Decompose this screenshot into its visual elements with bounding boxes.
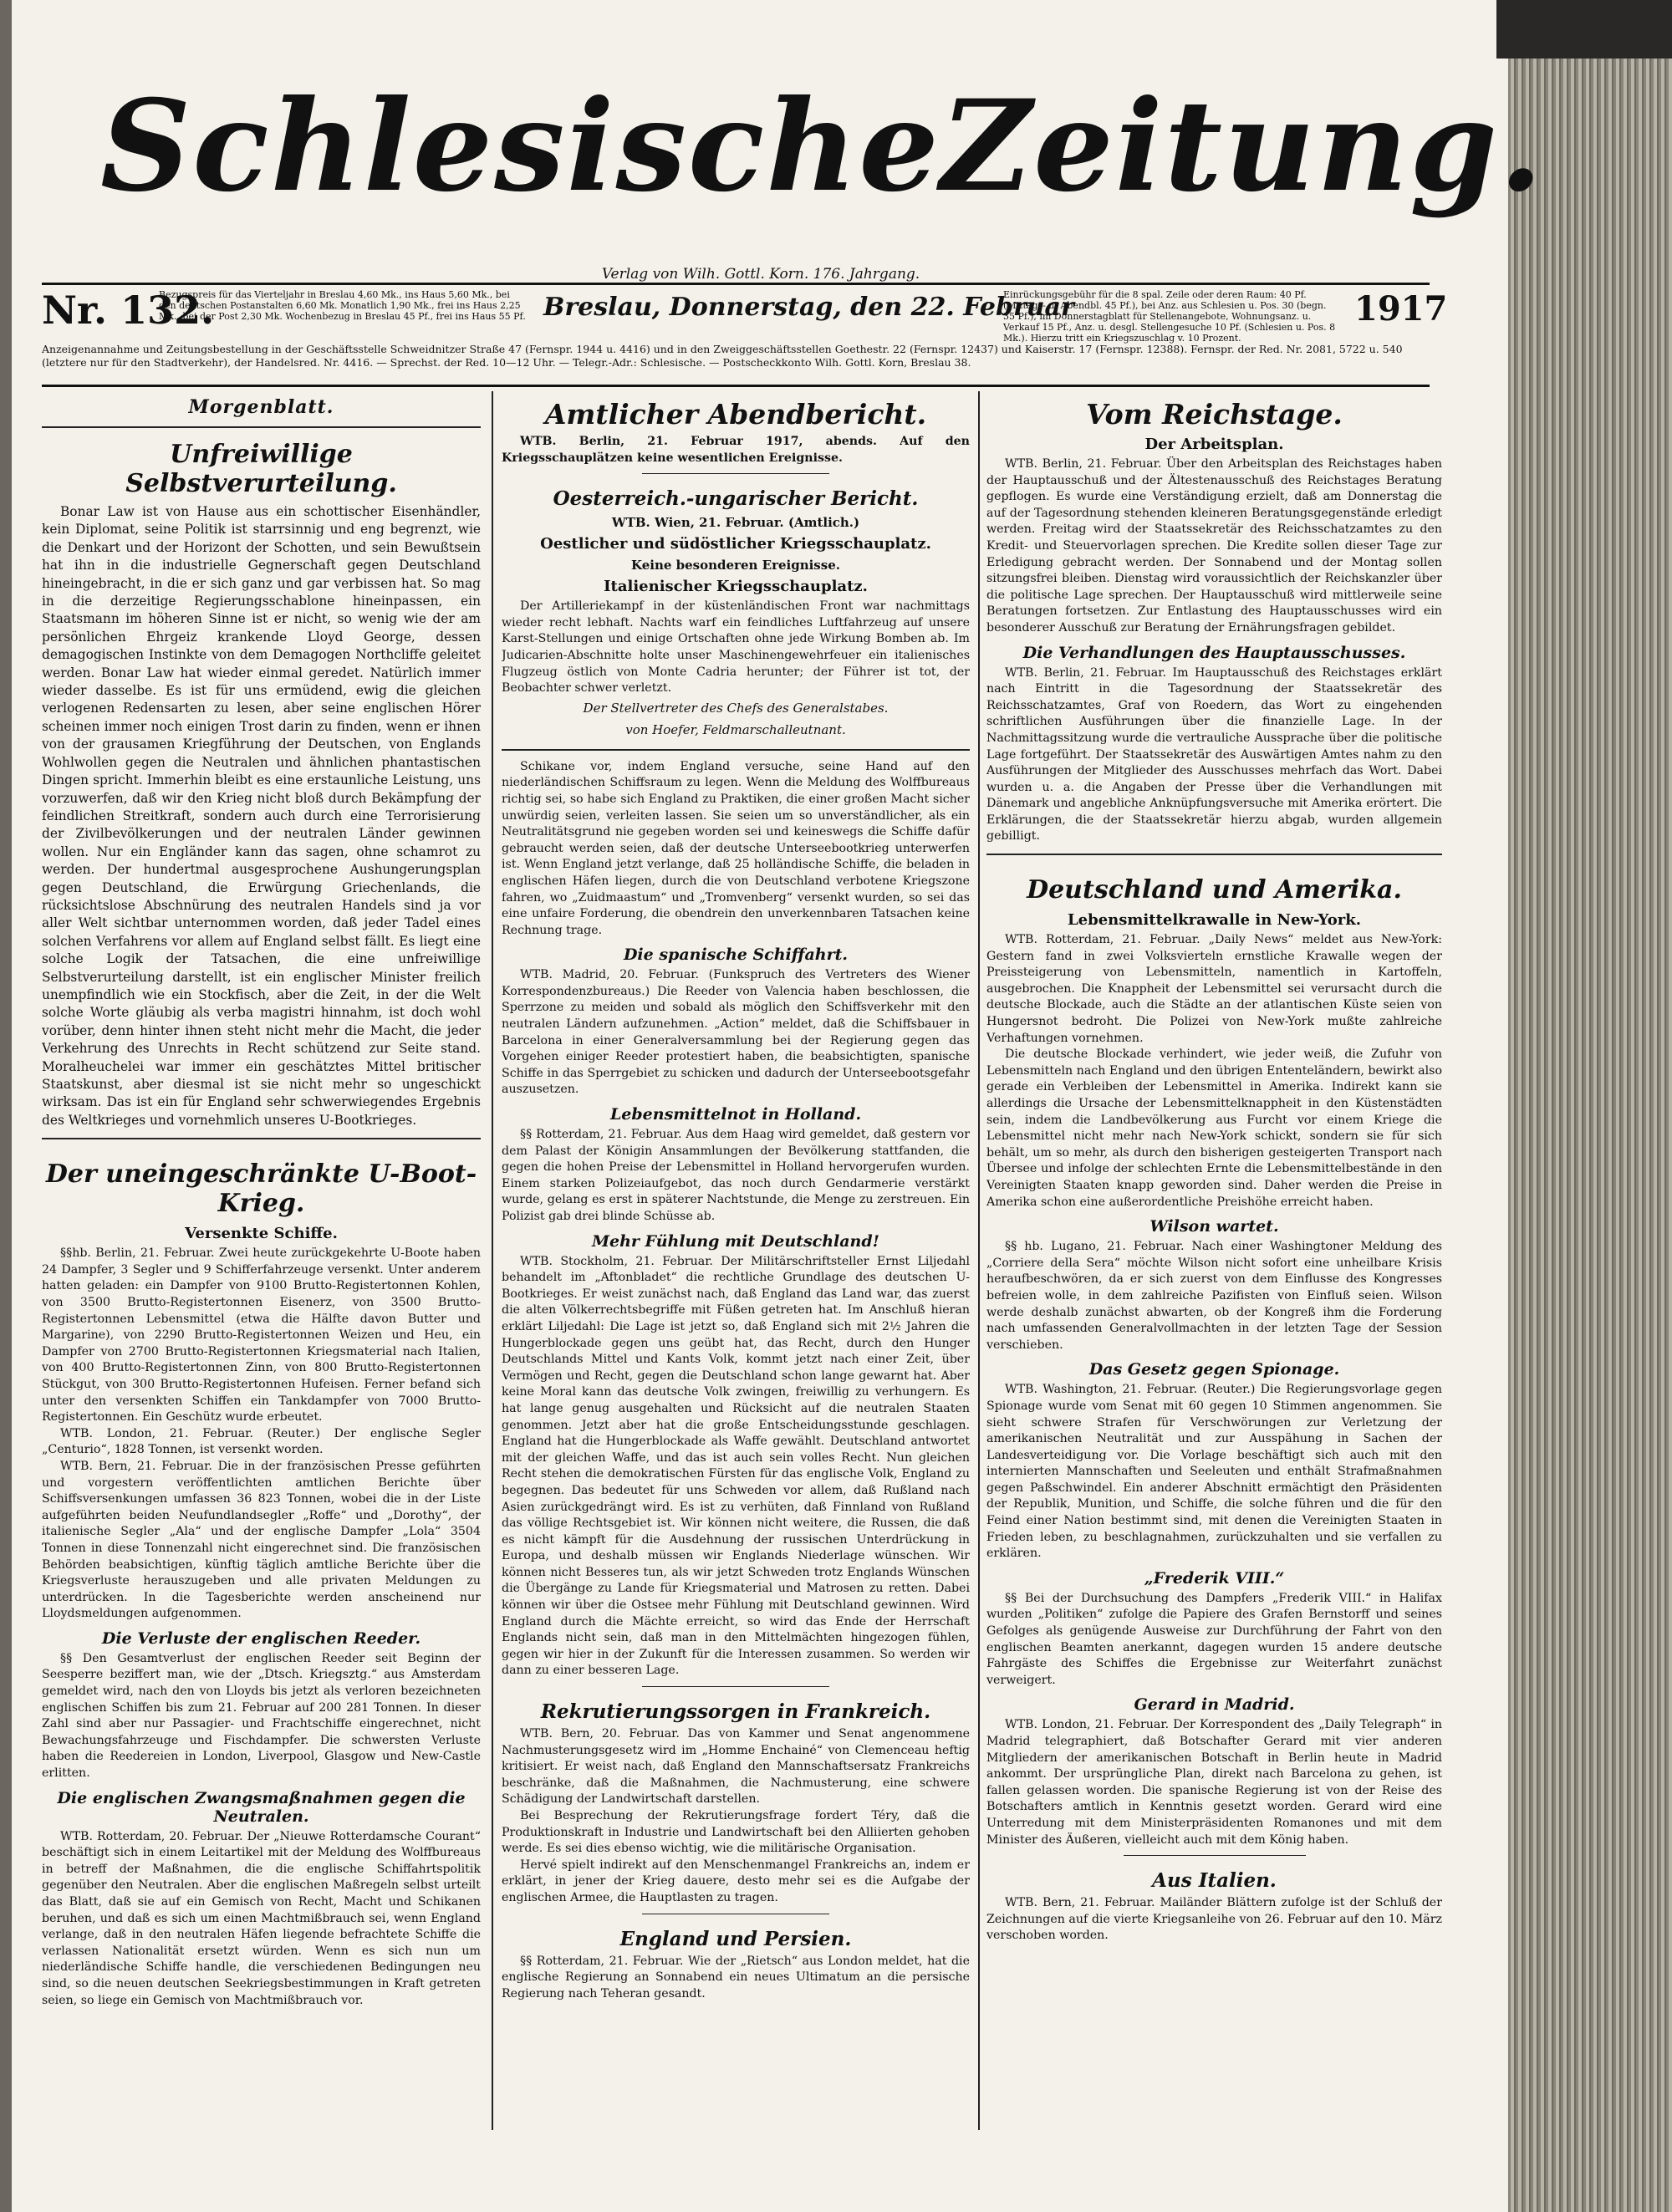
binding-left-edge — [0, 0, 12, 2212]
signature: Der Stellvertreter des Chefs des Generalstabes. — [583, 700, 889, 716]
office-notice: Anzeigenannahme und Zeitungsbestellung in der Geschäftsstelle Schweidnitzer Straße 47 (Fernspr. 1944 u. 4416) und in den Zweiggeschäftsstellen Goethestr. 22 (Fernspr. 12437) und Kaiserstr. 17 (Fernspr. 12388). Fernspr. der Red. Nr. 2081, 5722 u. 540 (letztere nur für den Stadtverkehr), der Handelsred. Nr. 4416. — Sprechst. der Red. 10—12 Uhr. — Telegr.-Adr.: Schlesische. — Postscheckkonto Wilh. Gottl. Korn, Breslau 38. — [42, 343, 1403, 369]
article-subheadline: Lebensmittelkrawalle in New-York. — [1068, 911, 1361, 930]
masthead — [100, 50, 1545, 242]
article-body: WTB. Rotterdam, 20. Februar. Der „Nieuwe Rotterdamsche Courant“ beschäftigt sich in einem Leitartikel mit der Meldung des Wolffbureaus in betreff der Maßnahmen, die die englische Schiffahrtspolitik gegenüber den Neutralen. Aber die englischen Maßregeln selbst urteilt das Blatt, daß sie auf ein Gemisch von Recht, Macht und Schikanen beruhen, und daß es sich um einen Machtmißbrauch sei, wenn England verlange, daß in den neutralen Häfen liegende befrachtete Schiffe die verlassen Nationalität ersetzt würden. Wenn es sich nun um niederländische Schiffe handle, die verschiedenen Bedingungen neu sind, so die neuen deutschen Seekriegsbestimmungen in Kraft getreten seien, so liege ein Gemisch von Machtmißbrauch vor. — [42, 1829, 481, 2007]
article-body: WTB. Bern, 21. Februar. Die in der französischen Presse geführten und vorgestern veröffentlichten amtlichen Berichte über Schiffsversenkungen umfassen 36 823 Tonnen, wobei die in der Liste aufgeführten beiden Neufundlandsegler „Roffe“ und „Dorothy“, der italienische Segler „Ala“ und der englische Dampfer „Lola“ 3504 Tonnen in diese Tonnenzahl nicht eingerechnet sind. Die französischen Behörden beabsichtigen, künftig täglich amtliche Berichte über die Kriegsverluste herauszugeben und alle privaten Meldungen zu unterdrücken. In die Tagesberichte werden anscheinend nur Lloydsmeldungen aufgenommen. — [42, 1459, 481, 1621]
article-subheadline: Der Arbeitsplan. — [1144, 436, 1284, 453]
divider — [642, 1686, 829, 1687]
masthead-title-left: Schlesische — [100, 73, 940, 220]
book-edge-top — [1496, 0, 1672, 59]
article-headline: Wilson wartet. — [1150, 1217, 1279, 1236]
divider — [1124, 1855, 1306, 1856]
article-headline: Die englischen Zwangsmaßnahmen gegen die Neutralen. — [57, 1788, 466, 1826]
article-headline: Amtlicher Abendbericht. — [544, 398, 927, 431]
article-body: WTB. Washington, 21. Februar. (Reuter.) Die Regierungsvorlage gegen Spionage wurde vom Senat mit 60 gegen 10 Stimmen angenommen. Sie sieht schwere Strafen für Verschwörungen zur Verletzung der amerikanischen Neutralität und zur Ausspähung in Sachen der Landesverteidigung vor. Die Vorlage beschäftigt sich auch mit den internierten Mannschaften und Seeleuten und enthält Strafmaßnahmen gegen Paßschwindel. Ein anderer Abschnitt ermächtigt den Präsidenten der Republik, Munition, und Schiffe, die solche führen und die für den Feind einer Nation bestimmt sind, mit denen die Vereinigten Staaten in Frieden leben, zu beschlagnahmen, zurückzuhalten und sie verfallen zu erklären. — [986, 1383, 1442, 1561]
article-body: §§ Rotterdam, 21. Februar. Wie der „Rietsch“ aus London meldet, hat die englische Regierung an Sonnabend ein neues Ultimatum an die persische Regierung nach Teheran gesandt. — [502, 1954, 970, 2000]
divider — [986, 854, 1442, 855]
article-headline: Oesterreich.-ungarischer Bericht. — [553, 487, 919, 511]
article-body: Bonar Law ist von Hause aus ein schottischer Eisenhändler, kein Diplomat, seine Politik ist starrsinnig und eng begrenzt, wie die Denkart und der Horizont der Schotten, und sein Bewußtsein hat ihn in die industrielle Gegnerschaft gegen Deutschland hineingebracht, in die er sich ganz und gar verbissen hat. So mag in die derzeitige Regierungsschablone hineinpassen, ein Staatsmann im höheren Sinne ist er nicht, so wenig wie der am persönlichen Ehrgeiz krankende Lloyd George, dessen demagogischen Instinkte von dem Demagogen Northcliffe geleitet werden. Bonar Law hat wieder einmal geredet. Natürlich immer wieder dasselbe. Es ist für uns ermüdend, ewig die gleichen verlogenen Redensarten zu lesen, aber seine englischen Hörer scheinen immer noch einigen Trost darin zu finden, wenn er ihnen von der grausamen Kriegführung der Deutschen, von Englands Wohlwollen gegen die Neutralen und ähnlichen phantastischen Dingen spricht. Immerhin bleibt es eine erstaunliche Leistung, uns vorzuwerfen, daß wir den Krieg nicht bloß durch Bekämpfung der feindlichen Streitkraft, sondern auch durch eine Terrorisierung der Zivilbevölkerungen und der neutralen Länder gewinnen wollen. Nur ein Engländer kann das sagen, ohne schamrot zu werden. Der hundertmal ausgesprochene Aushungerungsplan gegen Deutschland, die Erwürgung Griechenlands, die rücksichtslose Abschnürung des neutralen Handels sind ja vor aller Welt sichtbar unternommen worden, daß jeder Tadel eines solchen Verfahrens vor allem auf England selbst fällt. Es liegt eine solche Logik der Tatsachen, die eine unfreiwillige Selbstverurteilung darstellt, ist ein englischer Minister freilich unempfindlich wie ein Stockfisch, aber die Zeit, in der die Welt solche Worte gläubig als verba magistri hinnahm, ist doch wohl vorüber, denn hinter ihnen steht nicht mehr die Macht, die jeder Verkehrung des Unrechts in Recht schützend zur Seite stand. Moralheuchelei war immer ein geschätztes Mittel britischer Staatskunst, aber diesmal ist sie nicht mehr so ungeschickt wirksam. Das ist ein für England sehr schwerwiegendes Ergebnis des Weltkrieges und vornehmlich unseres U-Bootkrieges. — [42, 504, 481, 1128]
article-body: WTB. London, 21. Februar. (Reuter.) Der englische Segler „Centurio“, 1828 Tonnen, ist versenkt worden. — [42, 1426, 481, 1457]
article-body: §§ Bei der Durchsuchung des Dampfers „Frederik VIII.“ in Halifax wurden „Politiken“ zufolge die Papiere des Grafen Bernstorff und seines Gefolges als genügende Ausweise zur Durchführung der Fahrt von den englischen Beamten anerkannt, dagegen wurden 15 andere deutsche Fahrgäste des Schiffes die Ergebnisse zur Weiterfahrt zunächst verweigert. — [986, 1591, 1442, 1687]
article-headline: Mehr Fühlung mit Deutschland! — [591, 1231, 879, 1251]
article-headline: England und Persien. — [619, 1927, 852, 1950]
article-body: §§ Den Gesamtverlust der englischen Reeder seit Beginn der Seesperre beziffert man, wie der „Dtsch. Kriegsztg.“ aus Amsterdam gemeldet wird, nach den von Lloyds bis jetzt als verloren bezeichneten englischen Schiffen bis zum 21. Februar auf 200 281 Tonnen. In dieser Zahl sind aber nur Passagier- und Frachtschiffe eingerechnet, nicht Bewachungsfahrzeuge und Fischdampfer. Die schwersten Verluste haben die Reedereien in London, Liverpool, Glasgow und New-Castle erlitten. — [42, 1651, 481, 1781]
article-body: WTB. Bern, 21. Februar. Mailänder Blättern zufolge ist der Schluß der Zeichnungen auf die vierte Kriegsanleihe von 26. Februar auf den 10. März verschoben worden. — [986, 1896, 1442, 1943]
article-body: §§hb. Berlin, 21. Februar. Zwei heute zurückgekehrte U-Boote haben 24 Dampfer, 3 Segler und 9 Schifferfahrzeuge versenkt. Unter anderem hatten geladen: ein Dampfer von 9100 Brutto-Registertonnen Kohlen, von 3500 Brutto-Registertonnen Eisenerz, von 3500 Brutto-Registertonnen Lebensmittel (etwa die Hälfte davon Butter und Margarine), von 2290 Brutto-Registertonnen Weizen und Heu, ein Dampfer von 2700 Brutto-Registertonnen Kriegsmaterial nach Italien, von 400 Brutto-Registertonnen Zinn, von 800 Brutto-Registertonnen Stückgut, von 300 Brutto-Registertonnen Hufeisen. Ferner befand sich unter den versenkten Schiffen ein Tankdampfer von 7000 Brutto-Registertonnen. Ein Geschütz wurde erbeutet. — [42, 1246, 481, 1425]
column-3 — [986, 391, 1442, 2130]
article-subheadline: Italienischer Kriegsschauplatz. — [604, 578, 868, 596]
article-headline: Rekrutierungssorgen in Frankreich. — [540, 1700, 931, 1724]
article-body: §§ hb. Lugano, 21. Februar. Nach einer Washingtoner Meldung des „Corriere della Sera“ möchte Wilson nicht sofort eine unheilbare Krisis heraufbeschwören, da er sich zuerst von dem Einflusse des Kongresses befreien wolle, in dem zahlreiche Pazifisten von Einfluß seien. Wilson werde deshalb zunächst abwarten, ob der Kongreß ihm die Forderung nach umfassenden Generalvollmachten in der letzten Tage der Session verschieben. — [986, 1240, 1442, 1352]
article-subheadline: WTB. Wien, 21. Februar. (Amtlich.) — [611, 515, 860, 531]
article-body: WTB. Madrid, 20. Februar. (Funkspruch des Vertreters des Wiener Korrespondenzbureaus.) Die Reeder von Valencia haben beschlossen, die Sperrzone zu meiden und sobald als möglich den Schiffsverkehr mit den neutralen Ländern aufzunehmen. „Action“ meldet, daß die Schiffsbauer in Barcelona in einer Generalversammlung bei der Regierung gegen das Vorgehen einiger Reeder protestiert haben, die beabsichtigten, spanische Schiffe in das Sperrgebiet zu schicken und dadurch der Unterseebootsgefahr auszusetzen. — [502, 968, 970, 1097]
article-body: WTB. Berlin, 21. Februar 1917, abends. Auf den Kriegsschauplätzen keine wesentlichen Ereignisse. — [502, 435, 970, 465]
divider — [42, 1138, 481, 1139]
issue-year: 1917 — [1354, 289, 1448, 329]
article-headline: Aus Italien. — [1152, 1869, 1277, 1893]
article-body: WTB. London, 21. Februar. Der Korrespondent des „Daily Telegraph“ in Madrid telegraphiert, daß Botschafter Gerard mit vier anderen Mitgliedern der amerikanischen Botschaft in Berlin heute in Madrid ankommt. Der ursprüngliche Plan, direkt nach Barcelona zu gehen, ist fallen gelassen worden. Die spanische Regierung ist von der Reise des Botschafters amtlich in Kenntnis gesetzt worden. Gerard wird eine Unterredung mit dem Ministerpräsidenten Romanones und mit dem Minister des Äußeren, vielleicht auch mit dem König haben. — [986, 1718, 1442, 1847]
advertising-rates: Einrückungsgebühr für die 8 spal. Zeile oder deren Raum: 40 Pf. (Mittags- u. Abendbl. 45 Pf.), bei Anz. aus Schlesien u. Pos. 30 (begn. 35 Pf.), im Donnerstagblatt für Stellenangebote, Wohnungsanz. u. Verkauf 15 Pf., Anz. u. desgl. Stellengesuche 10 Pf. (Schlesien u. Pos. 8 Mk.). Hierzu tritt ein Kriegszuschlag v. 10 Prozent. — [1003, 289, 1336, 344]
article-headline: Gerard in Madrid. — [1134, 1695, 1295, 1715]
dateline: Breslau, Donnerstag, den 22. Februar — [543, 293, 1074, 322]
subscription-prices: Bezugspreis für das Vierteljahr in Breslau 4,60 Mk., ins Haus 5,60 Mk., bei den deutschen Postanstalten 6,60 Mk. Monatlich 1,90 Mk., frei ins Haus 2,25 Mk., bei der Post 2,30 Mk. Wochenbezug in Breslau 45 Pf., frei ins Haus 55 Pf. — [159, 289, 526, 322]
article-subheadline: Keine besonderen Ereignisse. — [631, 558, 840, 573]
article-body: WTB. Berlin, 21. Februar. Im Hauptausschuß des Reichstages erklärt nach Eintritt in die Tagesordnung der Staatssekretär des Reichsschatzamtes, Graf von Roedern, das Wort zu eingehenden schriftlichen Ausführungen über die finanzielle Lage. In der Nachmittagssitzung wurde die vertrauliche Aussprache über die politische Lage fortgeführt. Der Staatssekretär des Auswärtigen Amtes nahm zu den Ausführungen der Mitglieder des Ausschusses mehrfach das Wort. Dabei wurden u. a. die Angaben der Presse über die Verhandlungen mit Dänemark und angebliche Anknüpfungsversuche mit Amerika erörtert. Die Erklärungen, die der Staatssekretär hierzu abgab, wurden allgemein gebilligt. — [986, 665, 1442, 844]
issue-number: Nr. 132. — [42, 288, 215, 333]
signature: von Hoefer, Feldmarschalleutnant. — [625, 721, 846, 737]
article-subheadline: Versenkte Schiffe. — [185, 1225, 338, 1243]
book-page-edges — [1508, 59, 1672, 2212]
article-headline: Vom Reichstage. — [1086, 398, 1343, 431]
column-rule — [978, 391, 980, 2130]
article-body: WTB. Bern, 20. Februar. Das von Kammer und Senat angenommene Nachmusterungsgesetz wird im „Homme Enchainé“ von Clemenceau heftig kritisiert. Er weist nach, daß England den Mannschaftsersatz Frankreichs beschränke, daß die Maßnahmen, die Nachmusterung, eine schwere Schädigung der Landwirtschaft darstellen. — [502, 1727, 970, 1807]
article-body: Schikane vor, indem England versuche, seine Hand auf den niederländischen Schiffsraum zu legen. Wenn die Meldung des Wolffbureaus richtig sei, so habe sich England zu Praktiken, die einer großen Macht sicher unwürdig seien, verleiten lassen. Sie seien um so unverständlicher, als ein Neutralitätsgrund nie gegeben worden sei und keineswegs die Schiffe dafür gebraucht werden seien, daß der deutsche Unterseebootkrieg unterwerfen ist. Wenn England jetzt verlange, daß 25 holländische Schiffe, die beladen in englischen Häfen liegen, durch die von Deutschland verbotene Kriegszone fahren, wo „Zuidmaastum“ und „Tromvenberg“ versenkt wurden, so sei das eine unfaire Forderung, die obendrein den unverkennbaren Tatsachen keine Rechnung trage. — [502, 759, 970, 937]
article-headline: Die spanische Schiffahrt. — [623, 945, 849, 965]
article-body: Hervé spielt indirekt auf den Menschenmangel Frankreichs an, indem er erklärt, in jener der Krieg dauere, desto mehr sei es die Aufgabe der englischen Armee, die Hauptlasten zu tragen. — [502, 1858, 970, 1904]
issue-info-bar — [42, 284, 1448, 344]
article-headline: Unfreiwillige Selbstverurteilung. — [125, 440, 397, 498]
column-rule — [492, 391, 493, 2130]
article-body: Der Artilleriekampf in der küstenländischen Front war nachmittags wieder recht lebhaft. Nachts warf ein feindliches Luftfahrzeug auf unsere Karst-Stellungen und einige Ortschaften ohne jede Wirkung Bomben ab. Im Judicarien-Abschnitte holte unser Maschinengewehrfeuer ein italienisches Flugzeug östlich von Monte Cadria herunter; der Führer ist tot, der Beobachter schwer verletzt. — [502, 599, 970, 696]
divider — [642, 473, 829, 474]
publisher-line: Verlag von Wilh. Gottl. Korn. 176. Jahrgang. — [601, 266, 920, 283]
article-headline: Die Verhandlungen des Hauptausschusses. — [1022, 643, 1406, 662]
article-body: WTB. Stockholm, 21. Februar. Der Militärschriftsteller Ernst Liljedahl behandelt im „Aftonbladet“ die rechtliche Grundlage des deutschen U-Bootkrieges. Er weist zunächst nach, daß England das Land war, das zuerst die alten Völkerrechtsbegriffe mit Füßen getreten hat. Im Anschluß hieran erklärt Liljedahl: Die Lage ist jetzt so, daß England sich mit 2½ Jahren die Hungerblockade gegen uns geübt hat, das Recht, durch den Hunger Deutschlands Mittel und Kants Volk, kommt jetzt nach einer Zeit, über Vermögen und Recht, gegen die Deutschland schon lange gewarnt hat. Aber keine Moral kann das deutsche Volk zwingen, freiwillig zu verhungern. Es hat lange genug ausgehalten und Rücksicht auf die neutralen Staaten genommen. Jetzt aber hat die große Entscheidungsstunde geschlagen. England hat die Hungerblockade als Waffe gewählt. Deutschland antwortet mit der gleichen Waffe, und das ist auch sein volles Recht. Nun gleichen Recht stehen die demokratischen Fürsten für das englische Volk, England zu begegnen. Das bedeutet für uns Schweden vor allem, daß Rußland nach Asien zurückgedrängt wird. Es ist zu verhüten, daß Finnland von Rußland das völlige Rechtsgebiet ist. Wir können nicht weitere, die Russen, die daß es nicht kämpft für die Ausdehnung der russischen Unterdrückung in Europa, und deshalb müssen wir Englands Niederlage wünschen. Wir können nicht Besseres tun, als wir jetzt Schweden trotz Englands Wünschen die Übergänge zu Lande für Kriegsmaterial und Matrosen zu retten. Dabei können wir über die Ostsee mehr Fühlung mit Deutschland gewinnen. Wird England durch die Mächte erreicht, so wird das Ende der Herrschaft Englands nicht sein, daß man in den Mittelmächten hingezogen fühlen, gegen wir hier in der Zukunft für die Interessen zusammen. So werden wir dann zu einer besseren Lage. — [502, 1254, 970, 1678]
column-2 — [502, 391, 970, 2130]
article-body: WTB. Berlin, 21. Februar. Über den Arbeitsplan des Reichstages haben der Hauptausschuß und der Ältestenausschuß des Reichstages Beratung gepflogen. Es wurde eine Verständigung erzielt, daß am Donnerstag die auf der Tagesordnung stehenden kleineren Beratungsgegenstände erledigt werden. Freitag wird der Staatssekretär des Reichsschatzamtes zu den Kredit- und Steuervorlagen sprechen. Die Kredite sollen dieser Tage zur Erledigung gebracht werden. Der Sonnabend und der Montag sollen sitzungsfrei bleiben. Dienstag wird voraussichtlich der Reichskanzler über die politische Lage sprechen. Der Hauptausschuß wird mittlerweile seine Beratungen fortsetzen. Zur Entlastung des Hauptausschusses wird ein besonderer Ausschuß zur Beratung der Ernährungsfragen gebildet. — [986, 457, 1442, 635]
article-headline: Das Gesetz gegen Spionage. — [1088, 1360, 1340, 1379]
article-headline: Die Verluste der englischen Reeder. — [101, 1628, 421, 1648]
article-headline: Der uneingeschränkte U-Boot-Krieg. — [45, 1160, 477, 1219]
divider — [502, 749, 970, 751]
masthead-title-right: Zeitung. — [940, 73, 1545, 220]
edition-banner: Morgenblatt. — [42, 391, 481, 428]
article-headline: Lebensmittelnot in Holland. — [609, 1105, 862, 1124]
article-subheadline: Oestlicher und südöstlicher Kriegsschauplatz. — [540, 535, 931, 553]
article-body: §§ Rotterdam, 21. Februar. Aus dem Haag wird gemeldet, daß gestern vor dem Palast der Königin Ansammlungen der Bevölkerung stattfanden, die gegen die hohen Preise der Lebensmittel in Holland hervorgerufen wurden. Einem starken Polizeiaufgebot, das noch durch Gendarmerie verstärkt wurde, gelang es erst in späterer Nachtstunde, die Menge zu zerstreuen. Ein Polizist gab drei blinde Schüsse ab. — [502, 1128, 970, 1223]
article-body: Bei Besprechung der Rekrutierungsfrage fordert Téry, daß die Produktionskraft in Industrie und Landwirtschaft bei den Alliierten gehoben werde. Es sei dies ebenso wichtig, wie die militärische Organisation. — [502, 1809, 970, 1856]
divider — [42, 385, 1430, 387]
article-headline: Deutschland und Amerika. — [1027, 875, 1402, 905]
article-body: Die deutsche Blockade verhindert, wie jeder weiß, die Zufuhr von Lebensmitteln nach England und den übrigen Ententeländern, bewirkt also gerade ein Verbleiben der Lebensmittel in Amerika. Indirekt kann sie allerdings die Ursache der Lebensmittelknappheit in den Küstenstädten sein, indem die Landbevölkerung aus Furcht vor einem Kriege die Lebensmittel nicht mehr nach New-York schickt, sondern sie für sich behält, um so mehr, als durch den bisherigen gesteigerten Transport nach Übersee und infolge der schlechten Ernte die Lebensmittelbestände in den Vereinigten Staaten knapp geworden sind. Daher werden die Preise in Amerika schon eine außerordentliche Preishöhe erreicht haben. — [986, 1047, 1442, 1209]
article-body: WTB. Rotterdam, 21. Februar. „Daily News“ meldet aus New-York: Gestern fand in zwei Volksvierteln ernstliche Krawalle wegen der Preissteigerung von Lebensmitteln, namentlich in Kartoffeln, ausgebrochen. Die Knappheit der Lebensmittel sei verursacht durch die deutsche Blockade, auch die Städte an der atlantischen Küste seien von Hungersnot bedroht. Die Polizei von New-York mußte zahlreiche Verhaftungen vornehmen. — [986, 933, 1442, 1045]
column-1 — [42, 391, 481, 2130]
article-headline: „Frederik VIII.“ — [1144, 1568, 1285, 1588]
